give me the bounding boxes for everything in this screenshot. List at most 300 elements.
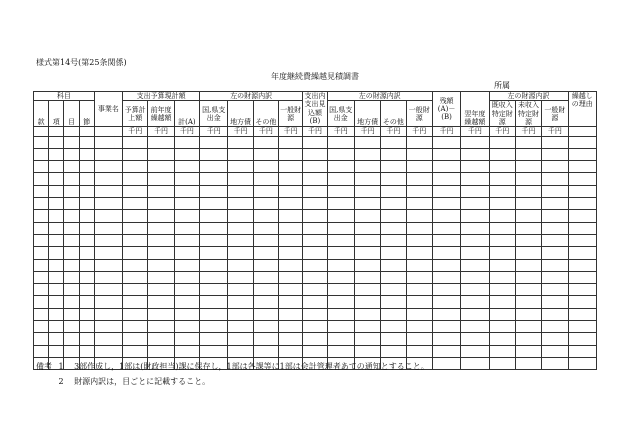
entry-cell[interactable] xyxy=(381,271,406,283)
entry-cell[interactable] xyxy=(94,271,122,283)
entry-cell[interactable] xyxy=(64,210,79,222)
entry-cell[interactable] xyxy=(148,198,174,210)
entry-cell[interactable] xyxy=(461,321,489,333)
entry-cell[interactable] xyxy=(432,308,460,320)
entry-cell[interactable] xyxy=(64,284,79,296)
entry-cell[interactable] xyxy=(568,333,596,345)
entry-cell[interactable] xyxy=(354,345,380,357)
entry-cell[interactable] xyxy=(327,161,354,173)
entry-cell[interactable] xyxy=(228,185,253,197)
entry-cell[interactable] xyxy=(253,284,278,296)
entry-cell[interactable] xyxy=(49,198,64,210)
entry-cell[interactable] xyxy=(354,259,380,271)
entry-cell[interactable] xyxy=(432,247,460,259)
entry-cell[interactable] xyxy=(542,210,568,222)
entry-cell[interactable] xyxy=(515,357,541,369)
entry-cell[interactable] xyxy=(432,222,460,234)
entry-cell[interactable] xyxy=(303,161,327,173)
entry-cell[interactable] xyxy=(542,271,568,283)
entry-cell[interactable] xyxy=(79,296,94,308)
entry-cell[interactable] xyxy=(515,271,541,283)
entry-cell[interactable] xyxy=(253,308,278,320)
entry-cell[interactable] xyxy=(34,234,49,246)
entry-cell[interactable] xyxy=(381,308,406,320)
entry-cell[interactable] xyxy=(515,148,541,160)
entry-cell[interactable] xyxy=(327,345,354,357)
entry-cell[interactable] xyxy=(94,210,122,222)
entry-cell[interactable] xyxy=(279,161,303,173)
entry-cell[interactable] xyxy=(542,234,568,246)
entry-cell[interactable] xyxy=(148,345,174,357)
entry-cell[interactable] xyxy=(432,357,460,369)
entry-cell[interactable] xyxy=(542,198,568,210)
entry-cell[interactable] xyxy=(303,185,327,197)
entry-cell[interactable] xyxy=(148,210,174,222)
entry-cell[interactable] xyxy=(200,173,228,185)
entry-cell[interactable] xyxy=(303,259,327,271)
entry-cell[interactable] xyxy=(174,234,199,246)
entry-cell[interactable] xyxy=(253,333,278,345)
entry-cell[interactable] xyxy=(228,210,253,222)
entry-cell[interactable] xyxy=(432,161,460,173)
entry-cell[interactable] xyxy=(200,345,228,357)
entry-cell[interactable] xyxy=(461,357,489,369)
entry-cell[interactable] xyxy=(94,259,122,271)
entry-cell[interactable] xyxy=(489,161,515,173)
entry-cell[interactable] xyxy=(489,357,515,369)
entry-cell[interactable] xyxy=(568,234,596,246)
entry-cell[interactable] xyxy=(406,333,432,345)
entry-cell[interactable] xyxy=(461,284,489,296)
entry-cell[interactable] xyxy=(34,308,49,320)
entry-cell[interactable] xyxy=(49,271,64,283)
entry-cell[interactable] xyxy=(327,247,354,259)
entry-cell[interactable] xyxy=(354,136,380,148)
entry-cell[interactable] xyxy=(174,271,199,283)
entry-cell[interactable] xyxy=(568,259,596,271)
entry-cell[interactable] xyxy=(354,333,380,345)
entry-cell[interactable] xyxy=(327,198,354,210)
entry-cell[interactable] xyxy=(279,259,303,271)
entry-cell[interactable] xyxy=(381,185,406,197)
entry-cell[interactable] xyxy=(79,333,94,345)
entry-cell[interactable] xyxy=(49,234,64,246)
entry-cell[interactable] xyxy=(327,333,354,345)
entry-cell[interactable] xyxy=(79,271,94,283)
entry-cell[interactable] xyxy=(228,173,253,185)
entry-cell[interactable] xyxy=(148,185,174,197)
entry-cell[interactable] xyxy=(542,148,568,160)
entry-cell[interactable] xyxy=(354,296,380,308)
entry-cell[interactable] xyxy=(515,296,541,308)
entry-cell[interactable] xyxy=(79,308,94,320)
entry-cell[interactable] xyxy=(174,222,199,234)
entry-cell[interactable] xyxy=(432,198,460,210)
entry-cell[interactable] xyxy=(228,296,253,308)
entry-cell[interactable] xyxy=(489,308,515,320)
entry-cell[interactable] xyxy=(381,234,406,246)
entry-cell[interactable] xyxy=(406,161,432,173)
entry-cell[interactable] xyxy=(489,271,515,283)
entry-cell[interactable] xyxy=(79,148,94,160)
entry-cell[interactable] xyxy=(568,357,596,369)
entry-cell[interactable] xyxy=(489,333,515,345)
entry-cell[interactable] xyxy=(489,259,515,271)
entry-cell[interactable] xyxy=(49,136,64,148)
entry-cell[interactable] xyxy=(354,173,380,185)
entry-cell[interactable] xyxy=(228,284,253,296)
entry-cell[interactable] xyxy=(34,271,49,283)
entry-cell[interactable] xyxy=(228,161,253,173)
entry-cell[interactable] xyxy=(542,247,568,259)
entry-cell[interactable] xyxy=(568,210,596,222)
entry-cell[interactable] xyxy=(174,173,199,185)
entry-cell[interactable] xyxy=(381,321,406,333)
entry-cell[interactable] xyxy=(515,234,541,246)
entry-cell[interactable] xyxy=(34,148,49,160)
entry-cell[interactable] xyxy=(381,222,406,234)
entry-cell[interactable] xyxy=(49,210,64,222)
entry-cell[interactable] xyxy=(79,210,94,222)
entry-cell[interactable] xyxy=(79,161,94,173)
entry-cell[interactable] xyxy=(64,333,79,345)
entry-cell[interactable] xyxy=(279,210,303,222)
entry-cell[interactable] xyxy=(49,185,64,197)
entry-cell[interactable] xyxy=(461,173,489,185)
entry-cell[interactable] xyxy=(49,247,64,259)
entry-cell[interactable] xyxy=(515,222,541,234)
entry-cell[interactable] xyxy=(123,271,148,283)
entry-cell[interactable] xyxy=(354,271,380,283)
entry-cell[interactable] xyxy=(34,247,49,259)
entry-cell[interactable] xyxy=(148,271,174,283)
entry-cell[interactable] xyxy=(568,161,596,173)
entry-cell[interactable] xyxy=(200,185,228,197)
entry-cell[interactable] xyxy=(381,284,406,296)
entry-cell[interactable] xyxy=(327,259,354,271)
entry-cell[interactable] xyxy=(381,198,406,210)
entry-cell[interactable] xyxy=(174,136,199,148)
entry-cell[interactable] xyxy=(303,296,327,308)
entry-cell[interactable] xyxy=(406,173,432,185)
entry-cell[interactable] xyxy=(568,136,596,148)
entry-cell[interactable] xyxy=(461,271,489,283)
entry-cell[interactable] xyxy=(303,308,327,320)
entry-cell[interactable] xyxy=(148,308,174,320)
entry-cell[interactable] xyxy=(64,173,79,185)
entry-cell[interactable] xyxy=(303,148,327,160)
entry-cell[interactable] xyxy=(94,296,122,308)
entry-cell[interactable] xyxy=(253,173,278,185)
entry-cell[interactable] xyxy=(148,247,174,259)
entry-cell[interactable] xyxy=(174,321,199,333)
entry-cell[interactable] xyxy=(515,173,541,185)
entry-cell[interactable] xyxy=(94,148,122,160)
entry-cell[interactable] xyxy=(94,234,122,246)
entry-cell[interactable] xyxy=(461,308,489,320)
entry-cell[interactable] xyxy=(49,333,64,345)
entry-cell[interactable] xyxy=(406,210,432,222)
entry-cell[interactable] xyxy=(406,234,432,246)
entry-cell[interactable] xyxy=(34,136,49,148)
entry-cell[interactable] xyxy=(253,148,278,160)
entry-cell[interactable] xyxy=(515,210,541,222)
entry-cell[interactable] xyxy=(34,333,49,345)
entry-cell[interactable] xyxy=(354,148,380,160)
entry-cell[interactable] xyxy=(489,247,515,259)
entry-cell[interactable] xyxy=(279,173,303,185)
entry-cell[interactable] xyxy=(94,333,122,345)
entry-cell[interactable] xyxy=(174,308,199,320)
entry-cell[interactable] xyxy=(34,284,49,296)
entry-cell[interactable] xyxy=(432,185,460,197)
entry-cell[interactable] xyxy=(461,136,489,148)
entry-cell[interactable] xyxy=(381,136,406,148)
entry-cell[interactable] xyxy=(253,222,278,234)
entry-cell[interactable] xyxy=(568,321,596,333)
entry-cell[interactable] xyxy=(79,284,94,296)
entry-cell[interactable] xyxy=(327,185,354,197)
entry-cell[interactable] xyxy=(381,161,406,173)
entry-cell[interactable] xyxy=(64,136,79,148)
entry-cell[interactable] xyxy=(542,333,568,345)
entry-cell[interactable] xyxy=(432,345,460,357)
entry-cell[interactable] xyxy=(253,234,278,246)
entry-cell[interactable] xyxy=(432,210,460,222)
entry-cell[interactable] xyxy=(253,321,278,333)
entry-cell[interactable] xyxy=(253,345,278,357)
entry-cell[interactable] xyxy=(200,308,228,320)
entry-cell[interactable] xyxy=(64,259,79,271)
entry-cell[interactable] xyxy=(174,345,199,357)
entry-cell[interactable] xyxy=(279,222,303,234)
entry-cell[interactable] xyxy=(432,148,460,160)
entry-cell[interactable] xyxy=(432,321,460,333)
entry-cell[interactable] xyxy=(354,222,380,234)
entry-cell[interactable] xyxy=(49,321,64,333)
entry-cell[interactable] xyxy=(303,345,327,357)
entry-cell[interactable] xyxy=(542,321,568,333)
entry-cell[interactable] xyxy=(200,271,228,283)
entry-cell[interactable] xyxy=(354,234,380,246)
entry-cell[interactable] xyxy=(303,247,327,259)
entry-cell[interactable] xyxy=(354,247,380,259)
entry-cell[interactable] xyxy=(568,247,596,259)
entry-cell[interactable] xyxy=(542,185,568,197)
entry-cell[interactable] xyxy=(174,284,199,296)
entry-cell[interactable] xyxy=(515,345,541,357)
entry-cell[interactable] xyxy=(461,210,489,222)
entry-cell[interactable] xyxy=(200,198,228,210)
entry-cell[interactable] xyxy=(123,136,148,148)
entry-cell[interactable] xyxy=(49,148,64,160)
entry-cell[interactable] xyxy=(489,296,515,308)
entry-cell[interactable] xyxy=(542,296,568,308)
entry-cell[interactable] xyxy=(542,222,568,234)
entry-cell[interactable] xyxy=(327,136,354,148)
entry-cell[interactable] xyxy=(253,136,278,148)
entry-cell[interactable] xyxy=(432,173,460,185)
entry-cell[interactable] xyxy=(381,296,406,308)
entry-cell[interactable] xyxy=(49,296,64,308)
entry-cell[interactable] xyxy=(174,247,199,259)
entry-cell[interactable] xyxy=(64,308,79,320)
entry-cell[interactable] xyxy=(64,185,79,197)
entry-cell[interactable] xyxy=(49,308,64,320)
entry-cell[interactable] xyxy=(381,333,406,345)
entry-cell[interactable] xyxy=(279,136,303,148)
entry-cell[interactable] xyxy=(461,198,489,210)
entry-cell[interactable] xyxy=(327,296,354,308)
entry-cell[interactable] xyxy=(34,173,49,185)
entry-cell[interactable] xyxy=(279,271,303,283)
entry-cell[interactable] xyxy=(79,185,94,197)
entry-cell[interactable] xyxy=(515,308,541,320)
entry-cell[interactable] xyxy=(148,173,174,185)
entry-cell[interactable] xyxy=(461,161,489,173)
entry-cell[interactable] xyxy=(34,185,49,197)
entry-cell[interactable] xyxy=(64,148,79,160)
entry-cell[interactable] xyxy=(279,345,303,357)
entry-cell[interactable] xyxy=(148,234,174,246)
entry-cell[interactable] xyxy=(354,161,380,173)
entry-cell[interactable] xyxy=(406,308,432,320)
entry-cell[interactable] xyxy=(279,296,303,308)
entry-cell[interactable] xyxy=(461,222,489,234)
entry-cell[interactable] xyxy=(406,259,432,271)
entry-cell[interactable] xyxy=(327,173,354,185)
entry-cell[interactable] xyxy=(354,321,380,333)
entry-cell[interactable] xyxy=(303,234,327,246)
entry-cell[interactable] xyxy=(515,259,541,271)
entry-cell[interactable] xyxy=(64,271,79,283)
entry-cell[interactable] xyxy=(174,296,199,308)
entry-cell[interactable] xyxy=(174,333,199,345)
entry-cell[interactable] xyxy=(94,173,122,185)
entry-cell[interactable] xyxy=(123,247,148,259)
entry-cell[interactable] xyxy=(253,198,278,210)
entry-cell[interactable] xyxy=(79,345,94,357)
entry-cell[interactable] xyxy=(94,247,122,259)
entry-cell[interactable] xyxy=(354,185,380,197)
entry-cell[interactable] xyxy=(34,321,49,333)
entry-cell[interactable] xyxy=(200,259,228,271)
entry-cell[interactable] xyxy=(64,247,79,259)
entry-cell[interactable] xyxy=(64,198,79,210)
entry-cell[interactable] xyxy=(542,173,568,185)
entry-cell[interactable] xyxy=(568,271,596,283)
entry-cell[interactable] xyxy=(327,308,354,320)
entry-cell[interactable] xyxy=(381,345,406,357)
entry-cell[interactable] xyxy=(200,148,228,160)
entry-cell[interactable] xyxy=(568,148,596,160)
entry-cell[interactable] xyxy=(148,222,174,234)
entry-cell[interactable] xyxy=(381,210,406,222)
entry-cell[interactable] xyxy=(489,198,515,210)
entry-cell[interactable] xyxy=(64,222,79,234)
entry-cell[interactable] xyxy=(489,136,515,148)
entry-cell[interactable] xyxy=(542,259,568,271)
entry-cell[interactable] xyxy=(34,210,49,222)
entry-cell[interactable] xyxy=(253,259,278,271)
entry-cell[interactable] xyxy=(49,222,64,234)
entry-cell[interactable] xyxy=(568,296,596,308)
entry-cell[interactable] xyxy=(49,284,64,296)
entry-cell[interactable] xyxy=(279,333,303,345)
entry-cell[interactable] xyxy=(542,345,568,357)
entry-cell[interactable] xyxy=(432,333,460,345)
entry-cell[interactable] xyxy=(200,296,228,308)
entry-cell[interactable] xyxy=(94,161,122,173)
entry-cell[interactable] xyxy=(354,308,380,320)
entry-cell[interactable] xyxy=(542,357,568,369)
entry-cell[interactable] xyxy=(568,185,596,197)
entry-cell[interactable] xyxy=(94,185,122,197)
entry-cell[interactable] xyxy=(94,345,122,357)
entry-cell[interactable] xyxy=(406,247,432,259)
entry-cell[interactable] xyxy=(94,222,122,234)
entry-cell[interactable] xyxy=(432,136,460,148)
entry-cell[interactable] xyxy=(354,210,380,222)
entry-cell[interactable] xyxy=(123,296,148,308)
entry-cell[interactable] xyxy=(79,259,94,271)
entry-cell[interactable] xyxy=(381,247,406,259)
entry-cell[interactable] xyxy=(148,136,174,148)
entry-cell[interactable] xyxy=(489,148,515,160)
entry-cell[interactable] xyxy=(34,259,49,271)
entry-cell[interactable] xyxy=(123,333,148,345)
entry-cell[interactable] xyxy=(123,161,148,173)
entry-cell[interactable] xyxy=(568,198,596,210)
entry-cell[interactable] xyxy=(327,284,354,296)
entry-cell[interactable] xyxy=(228,308,253,320)
entry-cell[interactable] xyxy=(94,136,122,148)
entry-cell[interactable] xyxy=(123,198,148,210)
entry-cell[interactable] xyxy=(253,296,278,308)
entry-cell[interactable] xyxy=(303,210,327,222)
entry-cell[interactable] xyxy=(123,321,148,333)
entry-cell[interactable] xyxy=(406,222,432,234)
entry-cell[interactable] xyxy=(34,296,49,308)
entry-cell[interactable] xyxy=(200,210,228,222)
entry-cell[interactable] xyxy=(49,259,64,271)
entry-cell[interactable] xyxy=(303,222,327,234)
entry-cell[interactable] xyxy=(123,210,148,222)
entry-cell[interactable] xyxy=(568,284,596,296)
entry-cell[interactable] xyxy=(123,308,148,320)
entry-cell[interactable] xyxy=(489,321,515,333)
entry-cell[interactable] xyxy=(461,185,489,197)
entry-cell[interactable] xyxy=(381,173,406,185)
entry-cell[interactable] xyxy=(489,210,515,222)
entry-cell[interactable] xyxy=(568,222,596,234)
entry-cell[interactable] xyxy=(461,296,489,308)
entry-cell[interactable] xyxy=(64,296,79,308)
entry-cell[interactable] xyxy=(279,284,303,296)
entry-cell[interactable] xyxy=(228,321,253,333)
entry-cell[interactable] xyxy=(228,247,253,259)
entry-cell[interactable] xyxy=(228,259,253,271)
entry-cell[interactable] xyxy=(432,271,460,283)
entry-cell[interactable] xyxy=(568,173,596,185)
entry-cell[interactable] xyxy=(515,136,541,148)
entry-cell[interactable] xyxy=(461,345,489,357)
entry-cell[interactable] xyxy=(303,173,327,185)
entry-cell[interactable] xyxy=(327,210,354,222)
entry-cell[interactable] xyxy=(253,185,278,197)
entry-cell[interactable] xyxy=(123,222,148,234)
entry-cell[interactable] xyxy=(123,284,148,296)
